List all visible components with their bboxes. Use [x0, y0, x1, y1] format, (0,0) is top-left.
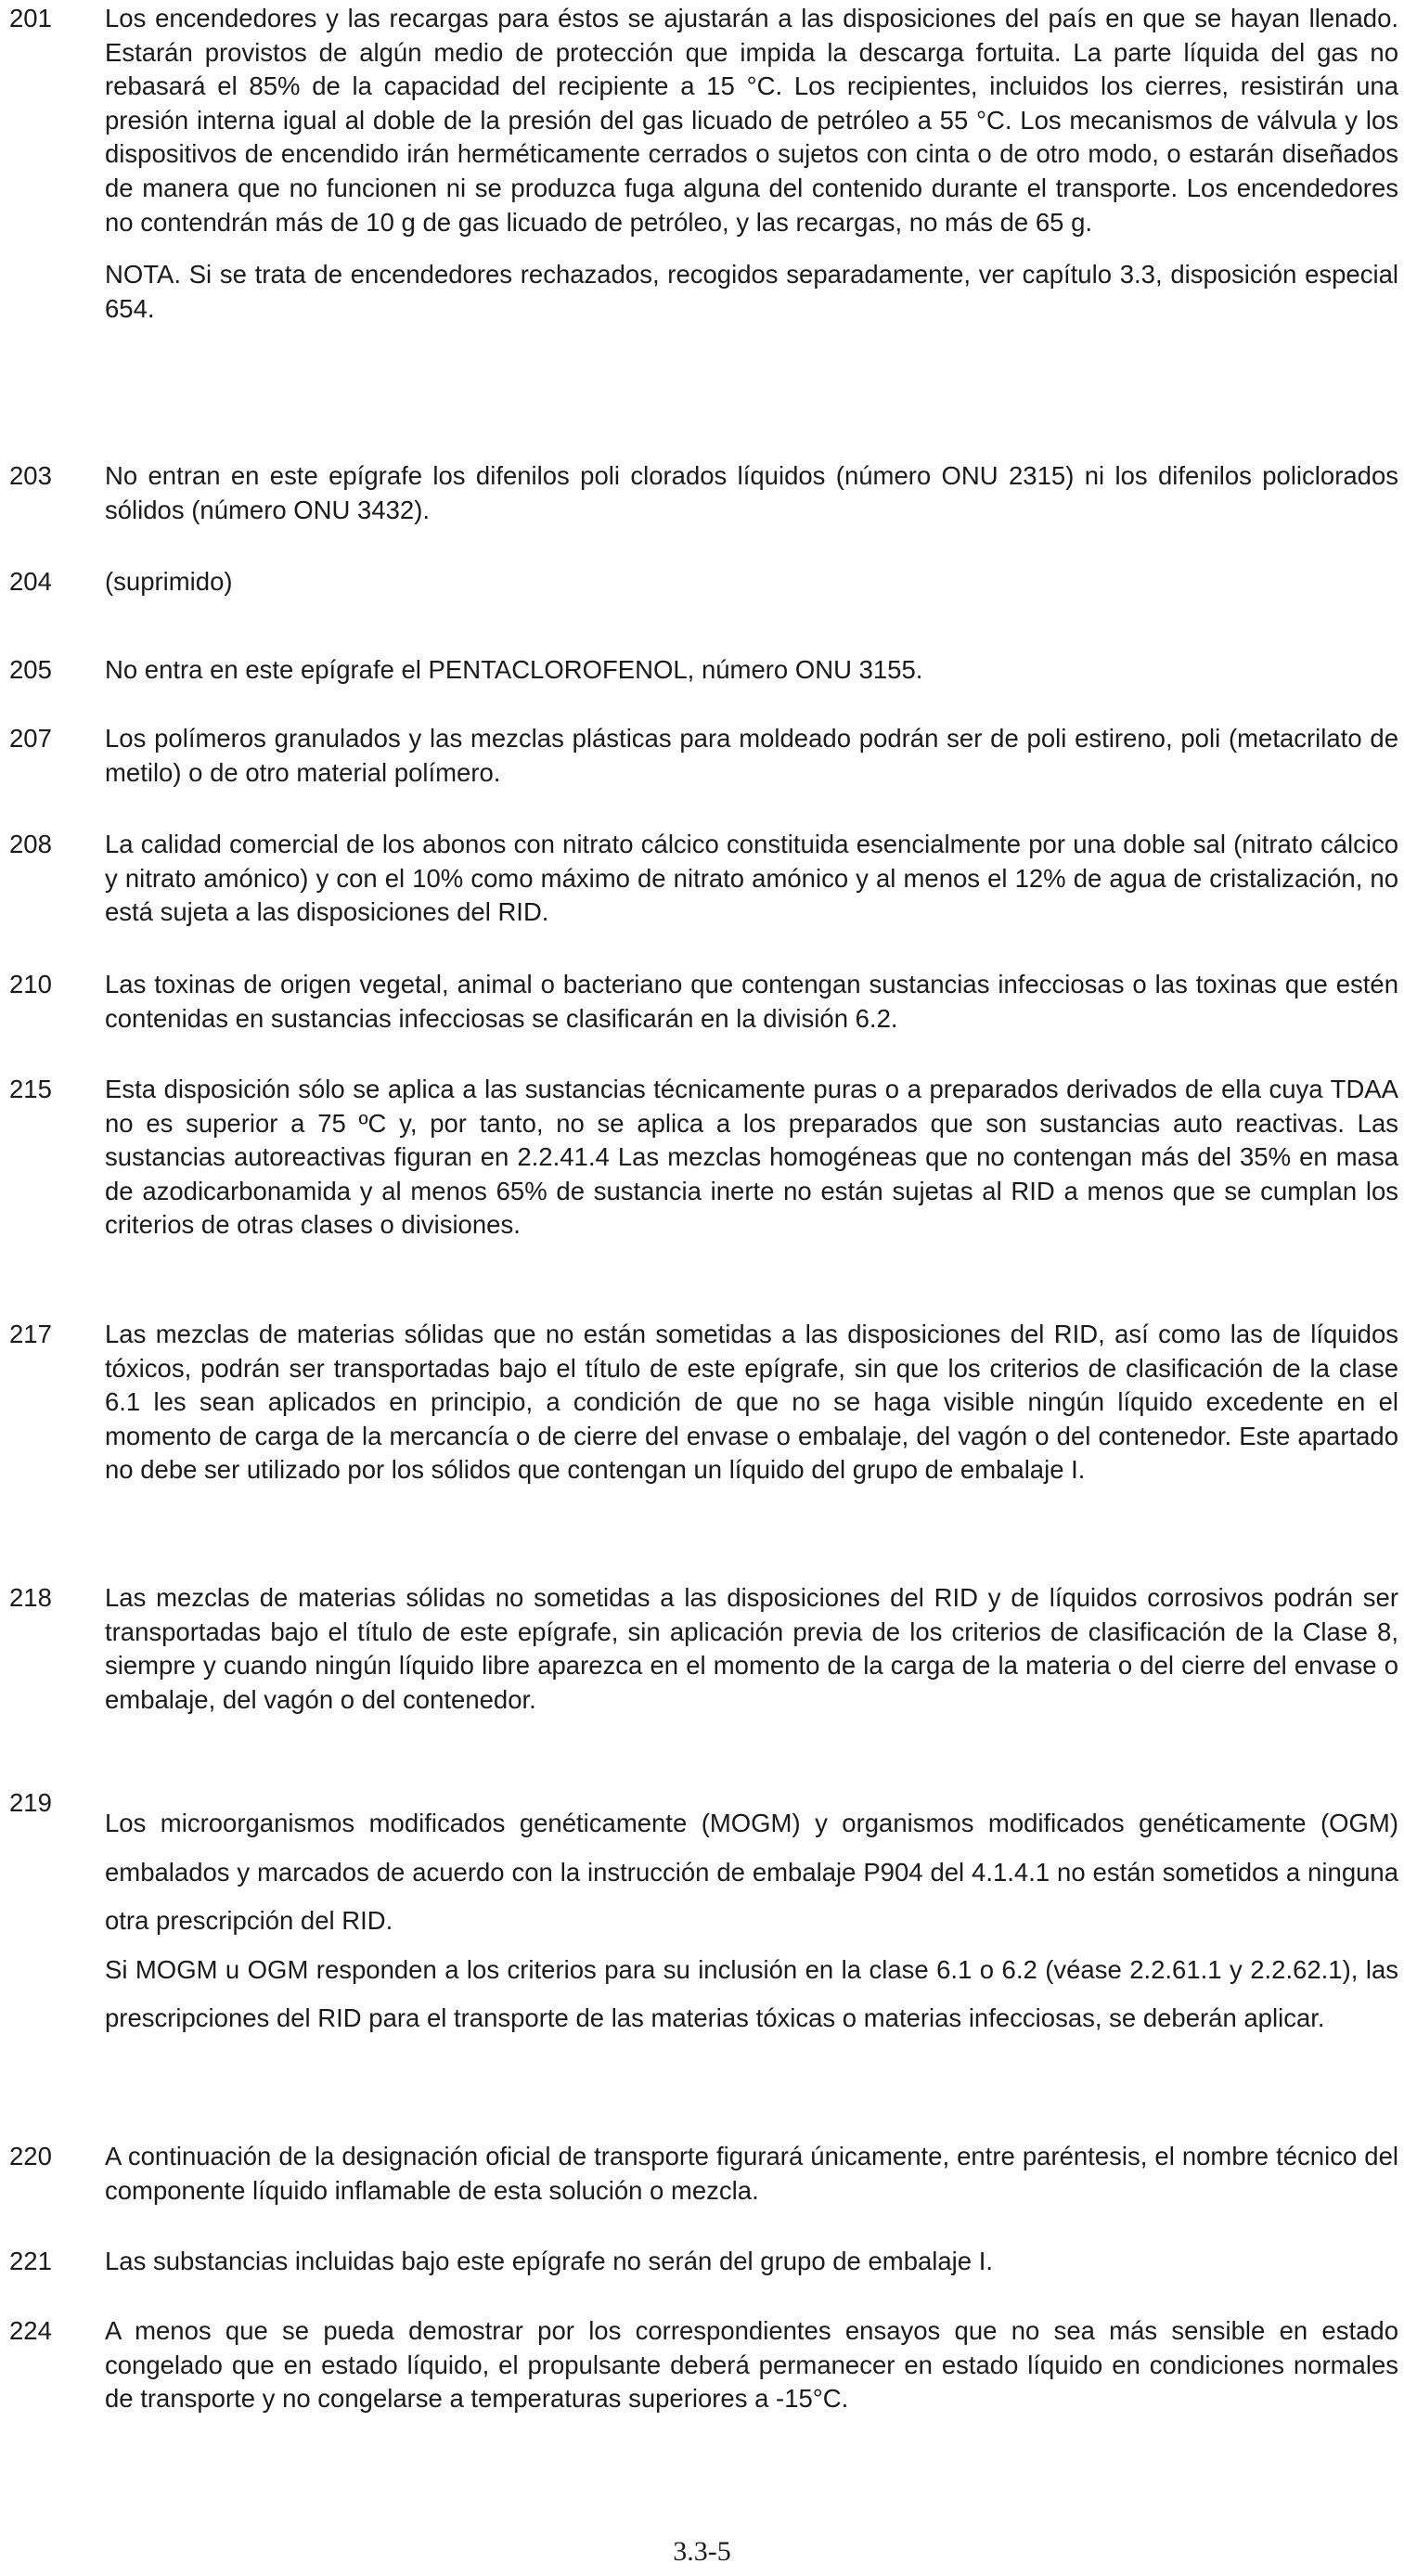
provision-paragraph: Las mezclas de materias sólidas que no están sometidas a las disposiciones del RID, así como las de líquidos tóxicos, podrán ser transportadas bajo el título de este epígrafe, sin que los criterios de clasificación de la clase 6.1 les sean aplicados en principio, a condición de que no se haga visible ningún líquido excedente en el momento de carga de la mercancía o de cierre del envase o embalaje, del vagón o del contenedor. Este apartado no debe ser utilizado por los sólidos que contengan un líquido del grupo de embalaje I.: [105, 1320, 1398, 1485]
provision-text: [105, 968, 1398, 1036]
provision-paragraph: La calidad comercial de los abonos con nitrato cálcico constituida esencialmente por una doble sal (nitrato cálcico y nitrato amónico) y con el 10% como máximo de nitrato amónico y al menos el 12% de agua de cristalización, no está sujeta a las disposiciones del RID.: [105, 830, 1398, 927]
provision-text: [105, 2, 1398, 326]
provision-number: 220: [9, 2142, 52, 2170]
provision-paragraph: Los encendedores y las recargas para éstos se ajustarán a las disposiciones del país en que se hayan llenado. Estarán provistos de algún medio de protección que impida la descarga fortuita. La parte líquida del gas no rebasará el 85% de la capacidad del recipiente a 15 °C. Los recipientes, incluidos los cierres, resistirán una presión interna igual al doble de la presión del gas licuado de petróleo a 55 °C. Los mecanismos de válvula y los dispositivos de encendido irán herméticamente cerrados o sujetos con cinta o de otro modo, o estarán diseñados de manera que no funcionen ni se produzca fuga alguna del contenido durante el transporte. Los encendedores no contendrán más de 10 g de gas licuado de petróleo, y las recargas, no más de 65 g.: [105, 4, 1398, 237]
provision-text: [105, 1581, 1398, 1717]
provision-number: 205: [9, 655, 52, 684]
provision-text: [105, 565, 1398, 599]
provision-paragraph: Si MOGM u OGM responden a los criterios para su inclusión en la clase 6.1 o 6.2 (véase 2.2.61.1 y 2.2.62.1), las prescripciones del RID para el transporte de las materias tóxicas o materias infecciosas, se deberán aplicar.: [105, 1954, 1398, 2033]
provision-paragraph: A continuación de la designación oficial de transporte figurará únicamente, entre paréntesis, el nombre técnico del componente líquido inflamable de esta solución o mezcla.: [105, 2142, 1398, 2205]
provision-number: 221: [9, 2247, 52, 2275]
provision-text: [105, 653, 1398, 688]
provision-paragraph: Las substancias incluidas bajo este epígrafe no serán del grupo de embalaje I.: [105, 2247, 994, 2275]
provision-number: 224: [9, 2316, 52, 2345]
provision-paragraph: No entran en este epígrafe los difenilos poli clorados líquidos (número ONU 2315) ni los difenilos policlorados sólidos (número ONU 3432).: [105, 461, 1398, 524]
provision-text: [105, 2245, 1398, 2279]
provision-number: 219: [9, 1788, 52, 1817]
provision-number: 208: [9, 830, 52, 858]
provision-text: [105, 2140, 1398, 2208]
provision-paragraph: No entra en este epígrafe el PENTACLOROFENOL, número ONU 3155.: [105, 655, 923, 684]
provision-paragraph: Las mezclas de materias sólidas no sometidas a las disposiciones del RID y de líquidos corrosivos podrán ser transportadas bajo el título de este epígrafe, sin aplicación previa de los criterios de clasificación de la Clase 8, siempre y cuando ningún líquido libre aparezca en el momento de la carga de la materia o del cierre del envase o embalaje, del vagón o del contenedor.: [105, 1583, 1398, 1714]
provision-number: 218: [9, 1583, 52, 1612]
page-number: 3.3-5: [673, 2536, 731, 2567]
provision-text: [105, 2314, 1398, 2416]
provision-paragraph: Los polímeros granulados y las mezclas plásticas para moldeado podrán ser de poli estireno, poli (metacrilato de metilo) o de otro material polímero.: [105, 724, 1398, 787]
provision-text: [105, 828, 1398, 930]
provision-paragraph: Esta disposición sólo se aplica a las sustancias técnicamente puras o a preparados derivados de ella cuya TDAA no es superior a 75 ºC y, por tanto, no se aplica a los preparados que son sustancias auto reactivas. Las sustancias autoreactivas figuran en 2.2.41.4 Las mezclas homogéneas que no contengan más del 35% en masa de azodicarbonamida y al menos 65% de sustancia inerte no están sujetas al RID a menos que se cumplan los criterios de otras clases o divisiones.: [105, 1075, 1398, 1240]
provision-number: 217: [9, 1320, 52, 1348]
provision-paragraph: Las toxinas de origen vegetal, animal o bacteriano que contengan sustancias infecciosas o las toxinas que estén contenidas en sustancias infecciosas se clasificarán en la división 6.2.: [105, 970, 1398, 1033]
provision-number: 201: [9, 4, 52, 32]
provision-paragraph: A menos que se pueda demostrar por los correspondientes ensayos que no sea más sensible en estado congelado que en estado líquido, el propulsante deberá permanecer en estado líquido en condiciones normales de transporte y no congelarse a temperaturas superiores a -15°C.: [105, 2316, 1398, 2414]
provision-number: 204: [9, 567, 52, 596]
provision-number: 203: [9, 461, 52, 490]
provision-number: 207: [9, 724, 52, 753]
provision-text: [105, 459, 1398, 527]
provision-number: 215: [9, 1075, 52, 1103]
provision-number: 210: [9, 970, 52, 998]
provision-paragraph: (suprimido): [105, 567, 233, 596]
provision-text: [105, 722, 1398, 790]
provision-text: [105, 1799, 1398, 2043]
provision-text: [105, 1073, 1398, 1243]
provision-paragraph: Los microorganismos modificados genéticamente (MOGM) y organismos modificados genéticamente (OGM) embalados y marcados de acuerdo con la instrucción de embalaje P904 del 4.1.4.1 no están sometidos a ninguna otra prescripción del RID.: [105, 1809, 1398, 1936]
provision-text: [105, 1318, 1398, 1488]
note-paragraph: NOTA. Si se trata de encendedores rechazados, recogidos separadamente, ver capítulo 3.3, disposición especial 654.: [105, 260, 1398, 323]
